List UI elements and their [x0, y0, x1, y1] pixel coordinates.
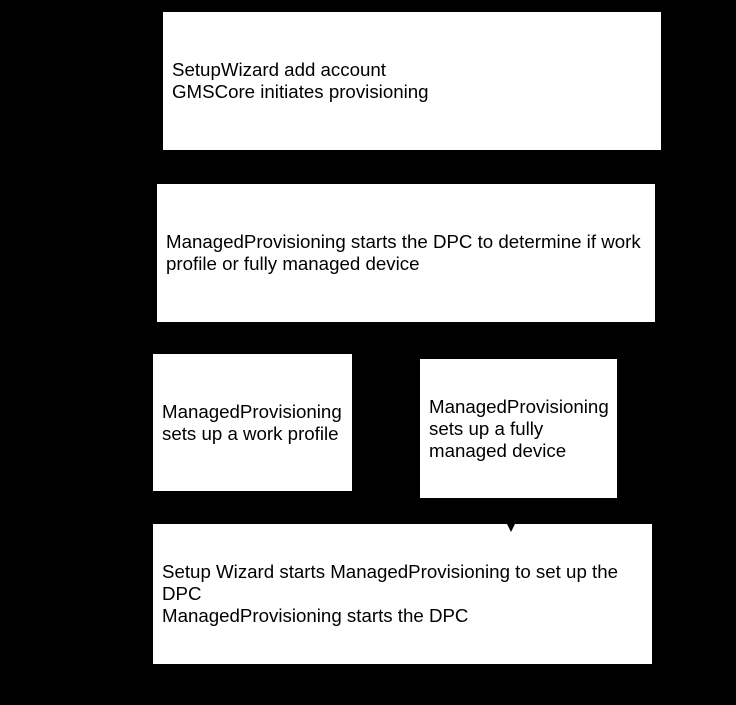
box-text-line: sets up a fully — [429, 417, 544, 439]
box-text-line: GMSCore initiates provisioning — [172, 81, 429, 102]
box-text-line: managed device — [429, 439, 567, 461]
box-text-line: DPC — [162, 583, 202, 604]
down-arrowhead-icon — [507, 524, 515, 532]
box-text-line: ManagedProvisioning starts the DPC to determine if work — [166, 231, 641, 252]
box-text-line: SetupWizard add account — [172, 59, 386, 80]
box-text-line: Setup Wizard starts ManagedProvisioning to set up the — [162, 561, 619, 582]
box-text-line: ManagedProvisioning — [429, 395, 609, 417]
box-text-line: ManagedProvisioning starts the DPC — [162, 605, 469, 626]
box-text-line: profile or fully managed device — [166, 253, 420, 274]
flow-box-fully-managed-device — [420, 359, 617, 498]
flow-box-setup-wizard-starts-dpc — [153, 524, 652, 664]
flow-box-managedprovisioning-determine — [157, 184, 655, 322]
flow-box-setupwizard-add-account — [163, 12, 661, 150]
box-text-line: ManagedProvisioning — [162, 400, 342, 422]
box-text-line: sets up a work profile — [162, 422, 339, 444]
flow-box-work-profile — [153, 354, 352, 491]
